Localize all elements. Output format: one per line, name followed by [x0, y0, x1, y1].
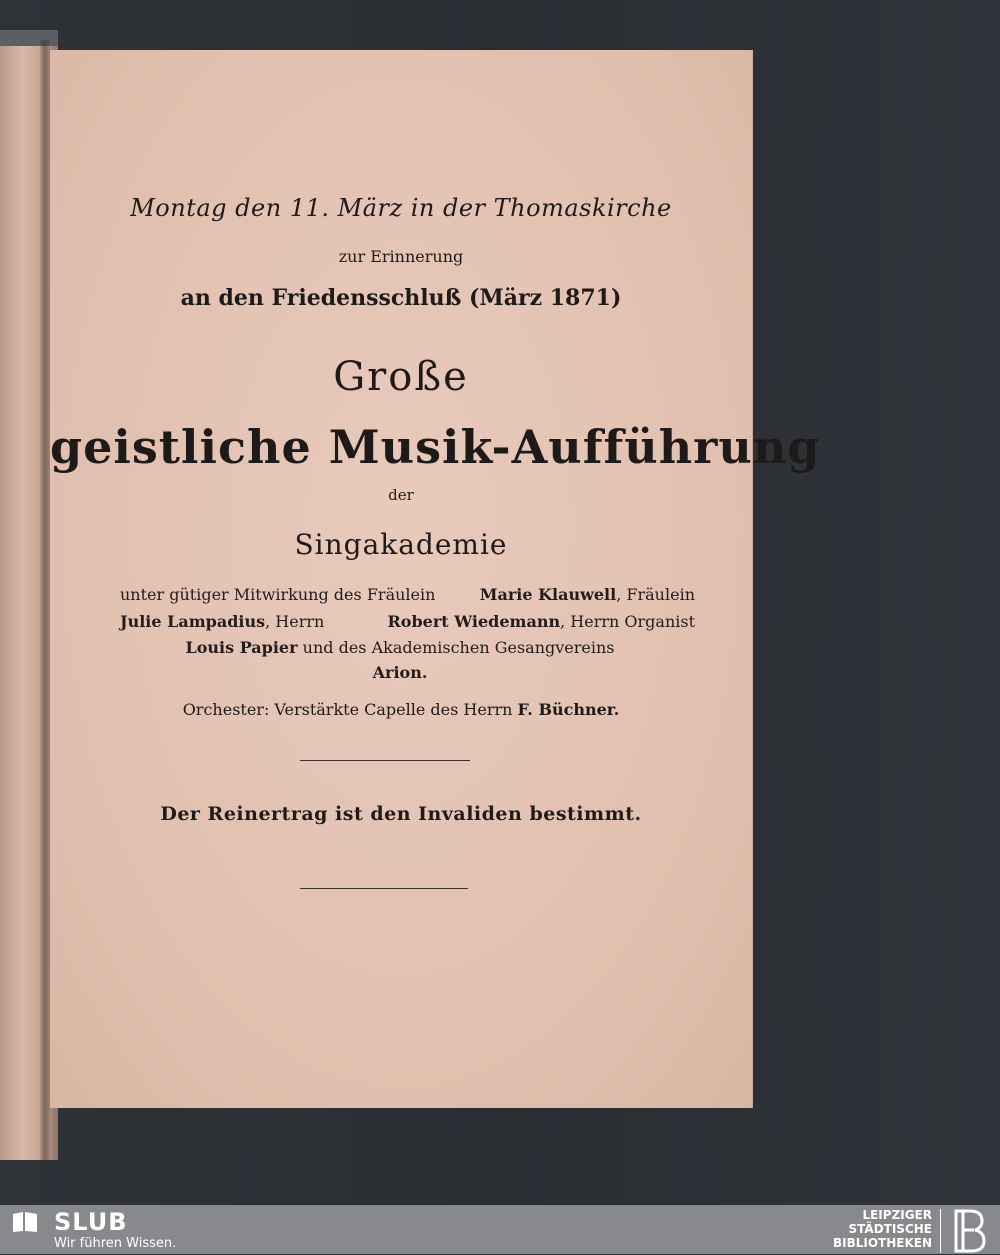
lsb-b-logo-icon — [950, 1207, 990, 1255]
orchestra-line — [50, 700, 752, 719]
credits-line-3 — [160, 638, 640, 657]
lsb-line-1: LEIPZIGER — [862, 1208, 932, 1222]
footer-bar — [0, 1205, 1000, 1254]
performer-julie-lampadius: Julie Lampadius — [120, 612, 266, 631]
credits-text: , Herrn — [265, 612, 325, 631]
lsb-line-3: BIBLIOTHEKEN — [832, 1236, 932, 1250]
peace-treaty-line: an den Friedensschluß (März 1871) — [180, 285, 622, 311]
slub-book-icon — [12, 1211, 38, 1233]
footer-divider — [940, 1209, 941, 1253]
slub-name[interactable]: SLUB — [54, 1208, 128, 1236]
concert-date-line: Montag den 11. März in der Thomaskirche — [130, 194, 672, 222]
performer-group — [388, 612, 696, 631]
performer-marie-klauwell: Marie Klauwell — [479, 585, 617, 604]
choir-name: Arion. — [372, 663, 428, 682]
divider-rule — [300, 760, 470, 761]
lsb-line-2: STÄDTISCHE — [848, 1222, 932, 1236]
credits-text: unter gütiger Mitwirkung des Fräulein — [120, 585, 436, 604]
title-grosse: Große — [333, 354, 469, 400]
credits-text: , Fräulein — [616, 585, 695, 604]
performer-robert-wiedemann: Robert Wiedemann — [387, 612, 561, 631]
slub-tagline: Wir führen Wissen. — [54, 1236, 177, 1251]
conductor-name: F. Büchner. — [517, 700, 620, 719]
performer-name — [480, 585, 695, 604]
performer-louis-papier: Louis Papier — [185, 638, 298, 657]
remembrance-line: zur Erinnerung — [338, 247, 464, 266]
credits-line-2 — [120, 612, 695, 631]
credits-text: und des Akademischen Gesangvereins — [302, 638, 615, 657]
book-spine-shadow — [40, 40, 50, 1160]
orchestra-text: Orchester: Verstärkte Capelle des Herrn — [182, 700, 513, 719]
credits-text: , Herrn Organist — [560, 612, 695, 631]
performer-group — [120, 612, 324, 631]
document-page — [50, 50, 821, 1108]
lsb-name[interactable] — [833, 1208, 932, 1250]
main-title: geistliche Musik-Aufführung — [50, 420, 821, 474]
divider-rule — [300, 888, 468, 889]
credits-line-1 — [120, 585, 695, 604]
proceeds-note: Der Reinertrag ist den Invaliden bestimmt. — [160, 803, 642, 825]
organizer-name: Singakademie — [294, 528, 508, 561]
title-der: der — [388, 486, 414, 504]
